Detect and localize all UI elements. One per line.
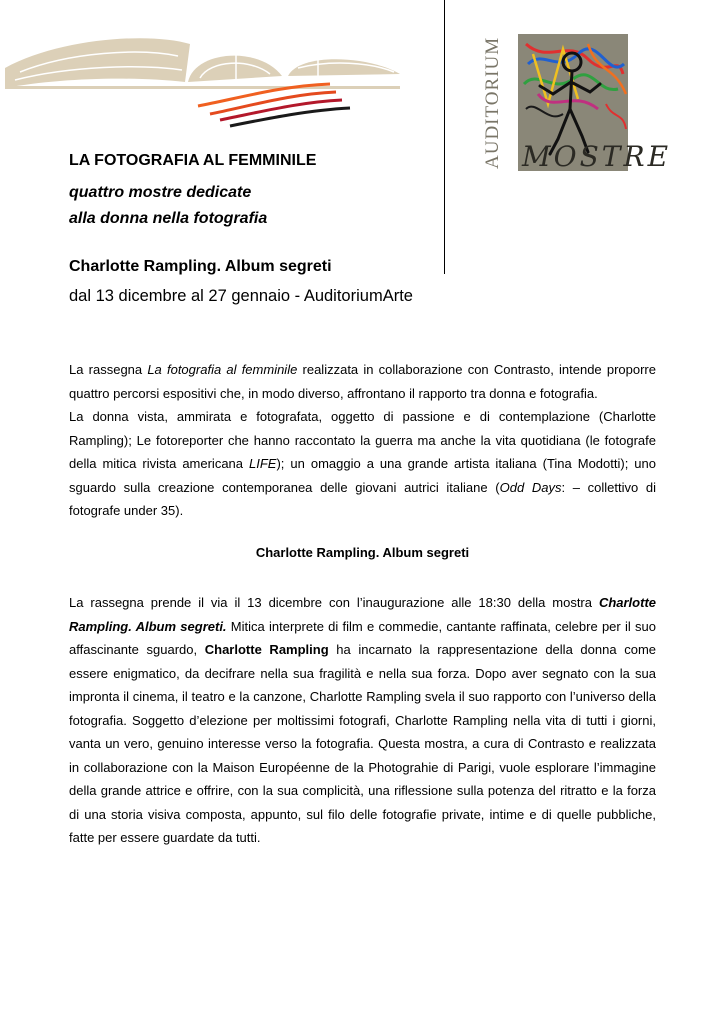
text-run-italic: Odd Days xyxy=(499,479,562,495)
exhibition-title: Charlotte Rampling. Album segreti xyxy=(69,258,332,275)
text-run: La donna vista, ammirata e fotografata, oggetto di passione e di contemplazione (Charlotte Rampling); Le fotoreporter che hanno raccontato la guerra ma anche la vita quotidiana (le fotografe della mitica rivista americana xyxy=(69,409,656,471)
auditorium-mostre-logo xyxy=(478,34,672,173)
vertical-divider xyxy=(444,0,445,274)
intro-paragraph-1 xyxy=(69,358,656,405)
logo-script-text: MOSTRE xyxy=(522,140,672,173)
text-run: : – collettivo di fotografe under 35). xyxy=(69,479,656,518)
text-run-italic: La fotografia al femminile xyxy=(147,362,298,377)
text-run: La rassegna xyxy=(69,362,148,377)
auditorium-shells-graphic xyxy=(5,38,400,89)
section-heading: Charlotte Rampling. Album segreti xyxy=(255,545,470,560)
text-run: ); un omaggio a una grande artista italiana (Tina Modotti); uno sguardo sulla creazione contemporanea delle giovani autrici italiane ( xyxy=(69,456,656,495)
subtitle xyxy=(69,180,267,232)
section-paragraph xyxy=(69,591,656,850)
logo-vertical-text: AUDITORIUM xyxy=(482,36,503,169)
subtitle-line-1: quattro mostre dedicate xyxy=(69,184,252,201)
color-stripes-graphic xyxy=(198,84,350,126)
text-run: ha incarnato la rappresentazione della donna come essere enigmatico, da decifrare nella sua fragilità e nella sua forza. Dopo aver segnato con la sua impronta il cinema, il teatro e la canzone, Charlotte Rampling svela il suo rapporto con l’universo della fotografia. Soggetto d’elezione per moltissimi fotografi, Charlotte Rampling nella vita di tutti i giorni, vanta un vero, genuino interesse verso la fotografia. Questa mostra, a cura di Contrasto e realizzata in collaborazione con la Maison Européenne de la Photograhie di Parigi, vuole esplorare l’immagine della grande attrice e offrire, con la sua complicità, una riflessione sulla potenza del ritratto e la forza di una storia visiva composta, appunto, sul filo delle fotografie private, intime e di quelle pubbliche, fatte per essere guardate da tutti. xyxy=(69,642,657,845)
text-run: realizzata in collaborazione con Contrasto, intende proporre quattro percorsi espositivi che, in modo diverso, affrontano il rapporto tra donna e fotografia. xyxy=(69,362,656,401)
text-run: La rassegna prende il via il 13 dicembre con l’inaugurazione alle 18:30 della mostra xyxy=(69,595,599,610)
page-title: LA FOTOGRAFIA AL FEMMINILE xyxy=(69,152,317,169)
subtitle-line-2: alla donna nella fotografia xyxy=(69,210,268,227)
intro-paragraph-2 xyxy=(69,405,656,523)
text-run-bold-italic: Charlotte Rampling. Album segreti. xyxy=(69,595,656,634)
text-run-italic: LIFE xyxy=(249,456,277,471)
text-run: Mitica interprete di film e commedie, cantante raffinata, celebre per il suo affascinante sguardo, xyxy=(69,618,656,657)
exhibition-dates: dal 13 dicembre al 27 gennaio - AuditoriumArte xyxy=(69,287,413,305)
text-run-bold: Charlotte Rampling xyxy=(204,642,329,657)
auditorium-logo xyxy=(0,30,405,130)
